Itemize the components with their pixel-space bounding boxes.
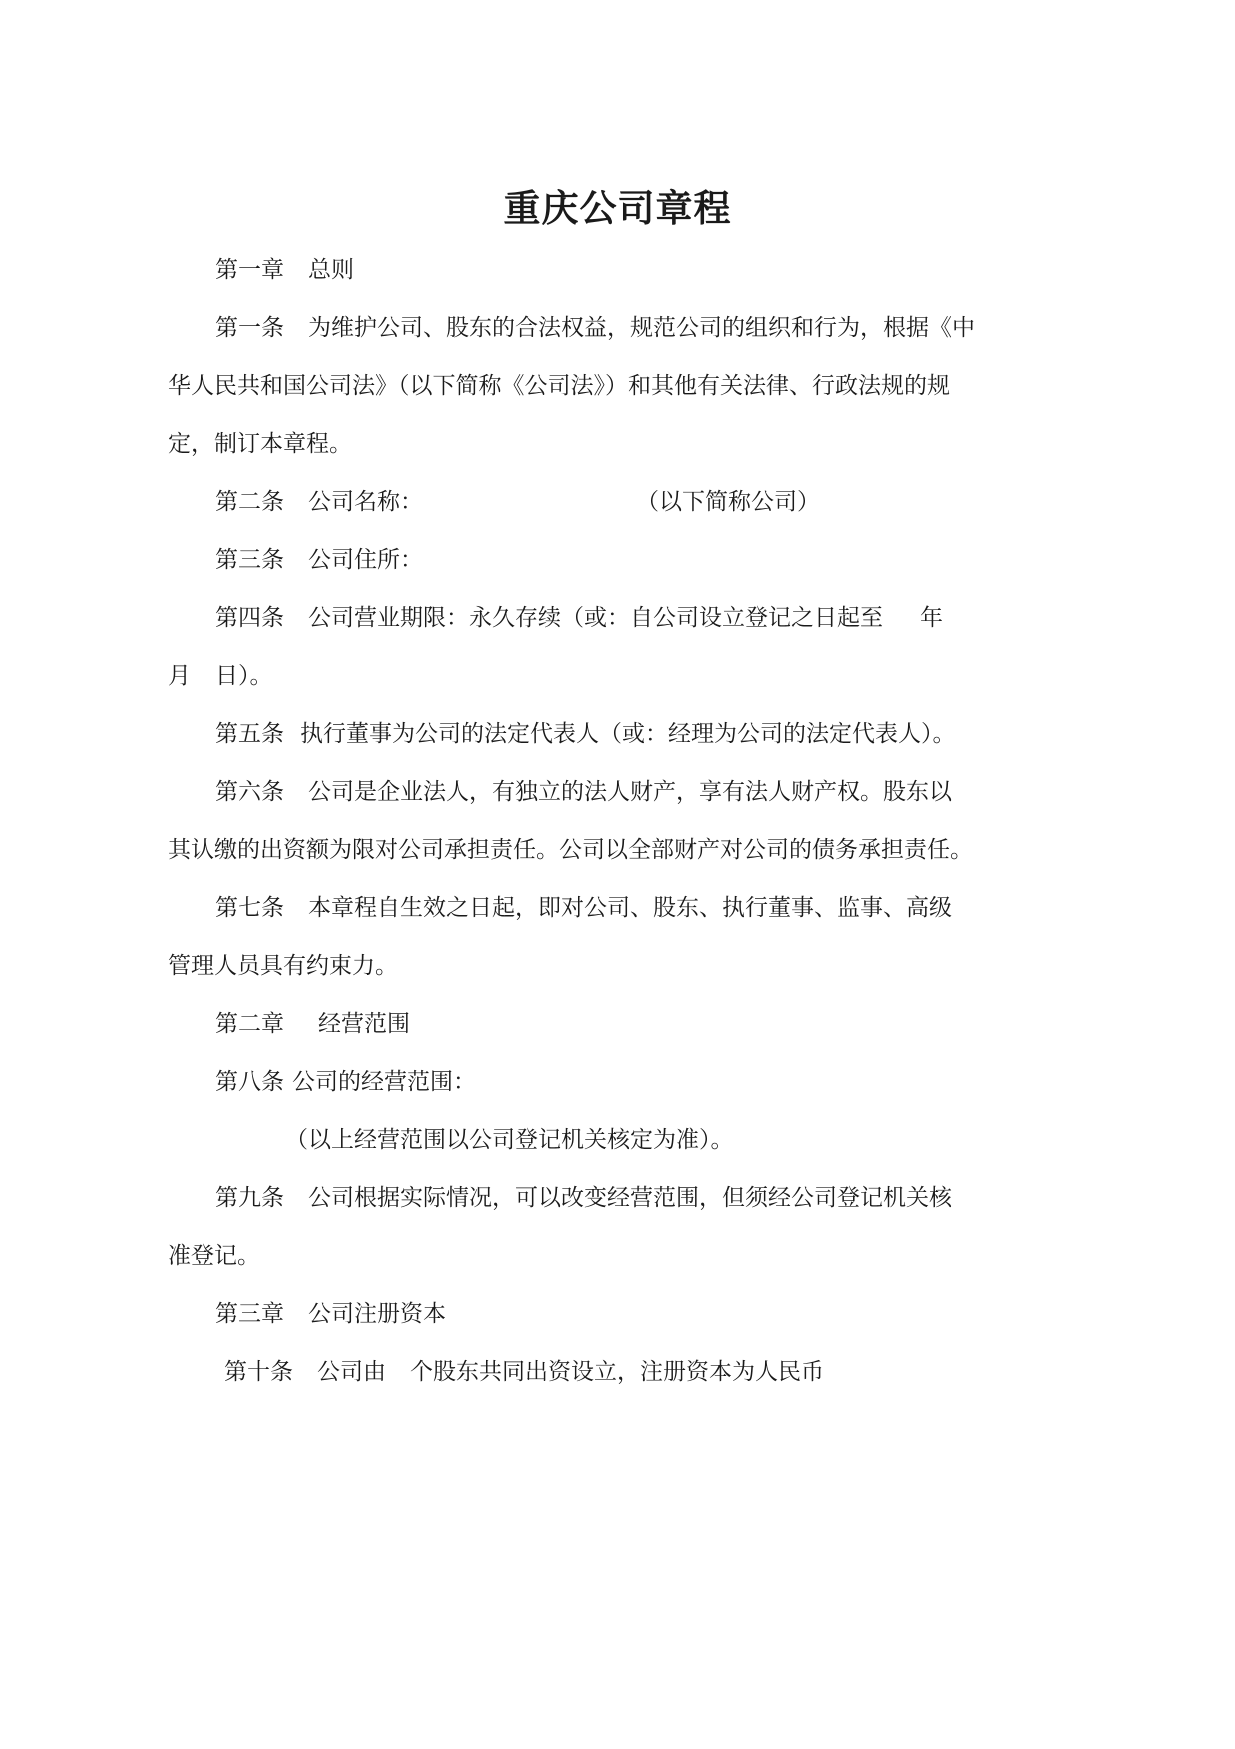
article-7-line-2: 管理人员具有约束力。	[168, 953, 398, 979]
article-8	[215, 1066, 476, 1098]
chapter-title: 总则	[308, 257, 354, 283]
chapter-number: 第二章	[215, 1011, 284, 1037]
article-number: 第二条	[215, 489, 284, 515]
chapter-3-heading	[215, 1298, 446, 1330]
article-7-line-1	[215, 892, 952, 924]
article-text: 公司住所：	[308, 547, 423, 573]
article-1-line-1	[215, 312, 975, 344]
article-number: 第五条	[215, 721, 284, 747]
article-3	[215, 544, 423, 576]
chapter-number: 第一章	[215, 257, 284, 283]
article-4-year: 年	[920, 605, 943, 631]
article-text: 本章程自生效之日起，即对公司、股东、执行董事、监事、高级	[308, 895, 952, 921]
article-number: 第一条	[215, 315, 284, 341]
chapter-number: 第三章	[215, 1301, 284, 1327]
article-text: 公司由	[317, 1359, 386, 1385]
article-5	[215, 718, 956, 750]
article-text: 公司的经营范围：	[292, 1069, 476, 1095]
article-text: 执行董事为公司的法定代表人（或：经理为公司的法定代表人）。	[300, 721, 956, 747]
article-10	[224, 1356, 824, 1388]
document-title: 重庆公司章程	[503, 186, 732, 230]
chapter-2-heading	[215, 1008, 410, 1040]
day-label: 日）。	[215, 663, 273, 689]
article-text: 公司根据实际情况，可以改变经营范围，但须经公司登记机关核	[308, 1185, 952, 1211]
chapter-title: 经营范围	[318, 1011, 410, 1037]
article-8-note: （以上经营范围以公司登记机关核定为准）。	[285, 1127, 734, 1153]
article-4-line-1	[215, 602, 883, 634]
article-1-line-3: 定，制订本章程。	[168, 431, 352, 457]
article-number: 第八条	[215, 1069, 284, 1095]
article-number: 第四条	[215, 605, 284, 631]
article-9-line-2: 准登记。	[168, 1243, 260, 1269]
article-4-line-2	[168, 660, 273, 692]
chapter-title: 公司注册资本	[308, 1301, 446, 1327]
article-1-line-2: 华人民共和国公司法》（以下简称《公司法》）和其他有关法律、行政法规的规	[168, 373, 950, 399]
month-label: 月	[168, 663, 191, 689]
article-number: 第十条	[224, 1359, 293, 1385]
article-text: 公司名称：	[308, 489, 423, 515]
article-number: 第六条	[215, 779, 284, 805]
article-number: 第九条	[215, 1185, 284, 1211]
article-text-continued: 个股东共同出资设立，注册资本为人民币	[410, 1359, 824, 1385]
article-6-line-2: 其认缴的出资额为限对公司承担责任。公司以全部财产对公司的债务承担责任。	[168, 837, 973, 863]
article-text: 公司是企业法人，有独立的法人财产，享有法人财产权。股东以	[308, 779, 952, 805]
article-2-suffix: （以下简称公司）	[636, 489, 820, 515]
article-number: 第七条	[215, 895, 284, 921]
article-text: 为维护公司、股东的合法权益，规范公司的组织和行为，根据《中	[308, 315, 975, 341]
chapter-1-heading	[215, 254, 354, 286]
article-text: 公司营业期限：永久存续（或：自公司设立登记之日起至	[308, 605, 883, 631]
article-6-line-1	[215, 776, 952, 808]
article-2	[215, 486, 423, 518]
article-number: 第三条	[215, 547, 284, 573]
article-9-line-1	[215, 1182, 952, 1214]
